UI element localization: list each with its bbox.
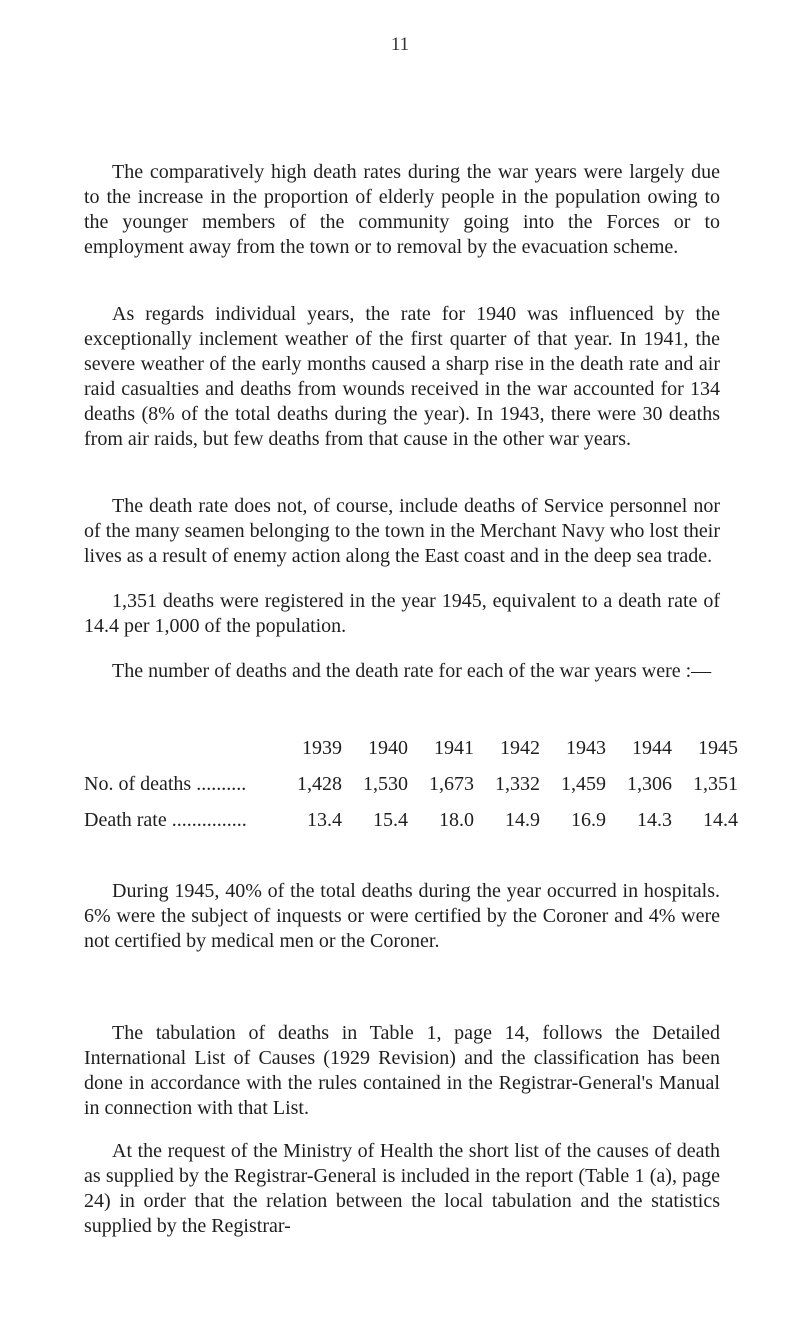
table-cell: 1,351 [693,773,738,795]
table-row-deaths [84,767,738,803]
year-header: 1945 [698,737,738,759]
table-cell: 15.4 [373,809,408,831]
paragraph-tabulation: The tabulation of deaths in Table 1, page 14, follows the Detailed International List of Causes (1929 Revision) and the classification has been done in accordance with the rules contained in the Registrar-General's Manual in connection with that List. [84,1022,720,1119]
table-cell: 1,332 [495,773,540,795]
paragraph-deaths-1945: 1,351 deaths were registered in the year 1945, equivalent to a death rate of 14.4 per 1,000 of the population. [84,590,720,637]
table-cell: 13.4 [307,809,342,831]
table-cell: 14.4 [703,809,738,831]
year-header: 1942 [500,737,540,759]
year-header: 1939 [302,737,342,759]
deaths-table [84,731,738,839]
row-label-death-rate: Death rate ............... [84,809,247,831]
paragraph-ministry-request: At the request of the Ministry of Health the short list of the causes of death as supplied by the Registrar-General is included in the report (Table 1 (a), page 24) in order that the relation between the local tabulation and the statistics supplied by the Registrar- [84,1140,720,1237]
year-header: 1941 [434,737,474,759]
paragraph-table-intro: The number of deaths and the death rate for each of the war years were :— [112,660,712,682]
year-header: 1943 [566,737,606,759]
table-cell: 1,306 [627,773,672,795]
paragraph-hospital-deaths: During 1945, 40% of the total deaths during the year occurred in hospitals. 6% were the subject of inquests or were certified by the Coroner and 4% were not certified by medical men or the Coroner. [84,880,720,952]
year-header: 1940 [368,737,408,759]
table-cell: 1,530 [363,773,408,795]
table-cell: 1,428 [297,773,342,795]
page-number: 11 [390,34,410,55]
table-cell: 18.0 [439,809,474,831]
table-header-row [84,731,738,767]
table-cell: 14.3 [637,809,672,831]
row-label-deaths: No. of deaths .......... [84,773,247,795]
paragraph-service-personnel: The death rate does not, of course, include deaths of Service personnel nor of the many seamen belonging to the town in the Merchant Navy who lost their lives as a result of enemy action along the East coast and in the deep sea trade. [84,495,720,567]
paragraph-individual-years: As regards individual years, the rate for 1940 was influenced by the exceptionally inclement weather of the first quarter of that year. In 1941, the severe weather of the early months caused a sharp rise in the death rate and air raid casualties and deaths from wounds received in the war accounted for 134 deaths (8% of the total deaths during the year). In 1943, there were 30 deaths from air raids, but few deaths from that cause in the other war years. [84,303,720,450]
table-row-death-rate [84,803,738,839]
paragraph-war-years: The comparatively high death rates during the war years were largely due to the increase in the proportion of elderly people in the population owing to the younger members of the community going into the Forces or to employment away from the town or to removal by the evacuation scheme. [84,161,720,258]
table-cell: 1,673 [429,773,474,795]
table-header-spacer [84,731,284,767]
table-cell: 16.9 [571,809,606,831]
table-cell: 14.9 [505,809,540,831]
table-cell: 1,459 [561,773,606,795]
year-header: 1944 [632,737,672,759]
